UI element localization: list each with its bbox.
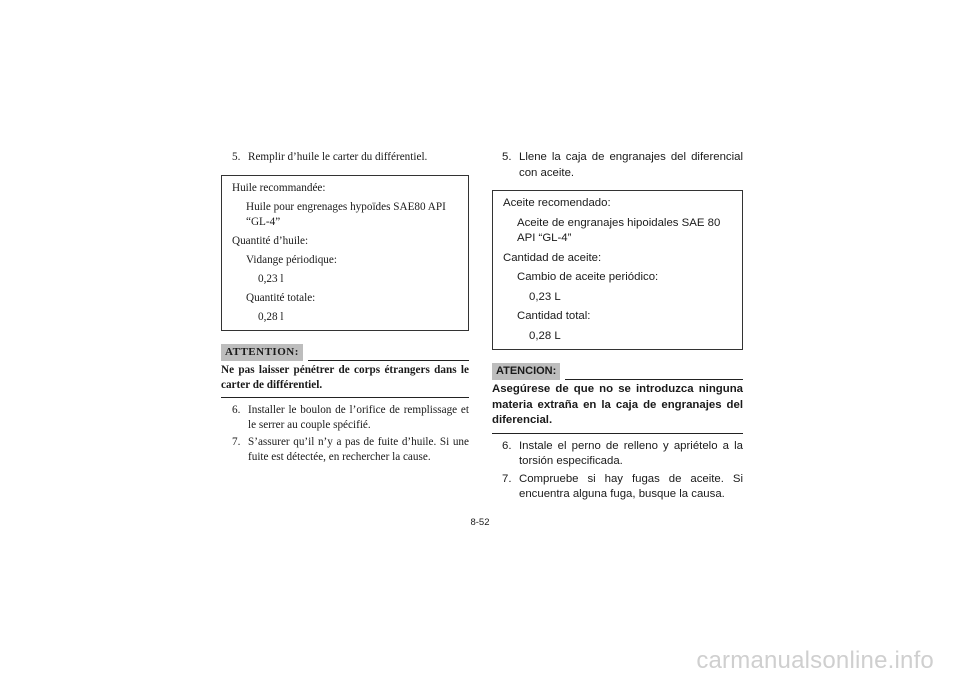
caution-text: Ne pas laisser pénétrer de corps étrangers dans le carter de différentiel. <box>221 361 469 398</box>
step-6-es <box>492 439 743 470</box>
step-text: Llene la caja de engranajes del diferencial con aceite. <box>519 151 743 179</box>
caution-text: Asegúrese de que no se introduzca ninguna materia extraña en la caja de engranajes del diferencial. <box>492 380 743 434</box>
total-amount-value: 0,28 L <box>529 329 561 342</box>
french-column <box>221 150 469 467</box>
recommended-oil-label: Huile recommandée: <box>232 182 326 194</box>
step-number: 7. <box>502 472 512 485</box>
step-7-fr <box>221 435 469 465</box>
total-amount-label: Cantidad total: <box>517 310 591 322</box>
oil-spec-box-es <box>492 190 743 350</box>
step-text: S’assurer qu’il n’y a pas de fuite d’huile. Si une fuite est détectée, en rechercher la cause. <box>248 436 469 463</box>
steps-after-fr <box>221 403 469 465</box>
caution-header <box>221 343 469 361</box>
caution-label: ATENCION: <box>492 363 560 380</box>
periodic-drain-label: Vidange périodique: <box>246 254 337 266</box>
step-number: 5. <box>502 151 512 163</box>
step-number: 6. <box>502 439 512 452</box>
total-amount-label: Quantité totale: <box>246 292 316 304</box>
step-text: Installer le boulon de l’orifice de remplissage et le serrer au couple spécifié. <box>248 404 469 431</box>
step-number: 6. <box>232 404 241 416</box>
caution-label: ATTENTION: <box>221 344 303 361</box>
caution-block-es <box>492 362 743 434</box>
step-text: Remplir d’huile le carter du différentiel. <box>248 151 428 163</box>
oil-quantity-label: Cantidad de aceite: <box>503 251 602 264</box>
step-7-es <box>492 472 743 503</box>
step-number: 7. <box>232 436 241 448</box>
periodic-drain-value: 0,23 l <box>258 273 284 285</box>
step-text: Compruebe si hay fugas de aceite. Si encuentra alguna fuga, busque la causa. <box>519 472 743 500</box>
caution-rule <box>565 379 743 380</box>
total-amount-value: 0,28 l <box>258 311 284 323</box>
periodic-change-value: 0,23 L <box>529 290 561 303</box>
steps-after-es <box>492 439 743 503</box>
recommended-oil-label: Aceite recomendado: <box>503 197 611 209</box>
page-number: 8-52 <box>470 517 490 528</box>
watermark: carmanualsonline.info <box>696 647 934 674</box>
oil-quantity-label: Quantité d’huile: <box>232 235 309 247</box>
step-5-es <box>492 150 743 181</box>
step-number: 5. <box>232 151 241 163</box>
step-6-fr <box>221 403 469 433</box>
caution-rule <box>308 360 469 361</box>
step-5-fr <box>221 150 469 165</box>
caution-block-fr <box>221 343 469 398</box>
step-text: Instale el perno de relleno y apriételo a la torsión especificada. <box>519 439 743 467</box>
spanish-column <box>492 150 743 505</box>
oil-spec-box-fr <box>221 175 469 331</box>
recommended-oil-value: Huile pour engrenages hypoïdes SAE80 API “GL-4” <box>246 201 446 228</box>
periodic-change-label: Cambio de aceite periódico: <box>517 271 659 283</box>
caution-header <box>492 362 743 380</box>
recommended-oil-value: Aceite de engranajes hipoidales SAE 80 API “GL-4” <box>517 216 721 244</box>
